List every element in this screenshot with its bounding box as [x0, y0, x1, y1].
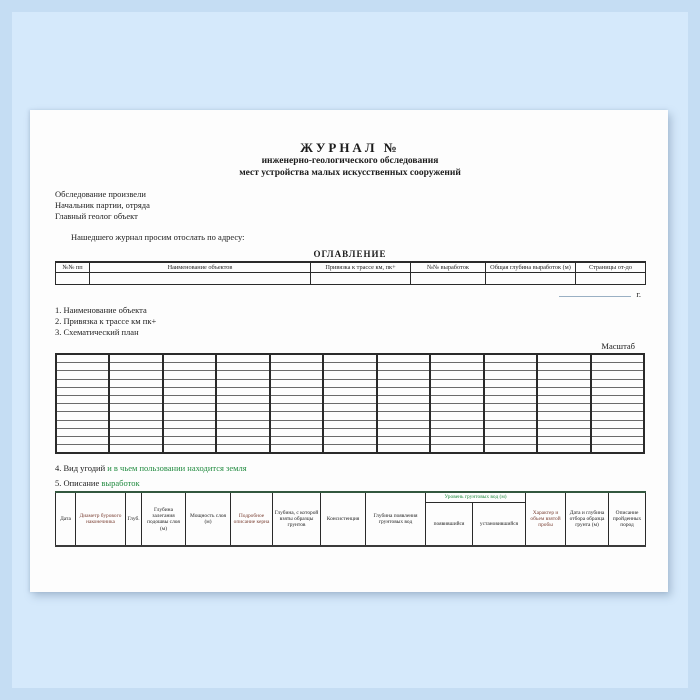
page-title: ЖУРНАЛ № [300, 140, 400, 155]
desc-col-sampling-date-depth: Дата и глубина отбора образца грунта (м) [566, 492, 609, 546]
plan-grid-row [56, 428, 644, 436]
plan-grid-cell [377, 412, 430, 420]
plan-grid-cell [430, 404, 483, 412]
desc-group-header-row [56, 492, 646, 502]
plan-grid-row [56, 354, 644, 363]
plan-grid-cell [484, 371, 537, 379]
plan-grid-cell [591, 371, 644, 379]
plan-grid-cell [430, 354, 483, 363]
plan-grid-cell [109, 404, 162, 412]
desc-col-water-level-appeared: появившийся [426, 502, 473, 546]
numbered-items [55, 305, 645, 338]
plan-grid-cell [109, 445, 162, 454]
plan-grid-row [56, 404, 644, 412]
plan-grid-cell [591, 354, 644, 363]
desc-col-consistency: Консистенция [321, 492, 366, 546]
plan-grid-cell [270, 371, 323, 379]
item-workings-prefix: 5. Описание [55, 478, 100, 489]
plan-grid-cell [377, 387, 430, 395]
plan-grid-cell [270, 445, 323, 454]
plan-grid-cell [56, 412, 109, 420]
plan-grid-cell [484, 404, 537, 412]
plan-grid-cell [591, 387, 644, 395]
toc-heading: ОГЛАВЛЕНИЕ [313, 249, 387, 260]
plan-grid-row [56, 395, 644, 403]
field-chief-geologist: Главный геолог объект [55, 211, 138, 222]
plan-grid-cell [430, 412, 483, 420]
plan-grid-cell [56, 363, 109, 371]
desc-col-water-level-settled: установившийся [473, 502, 526, 546]
plan-grid-cell [591, 404, 644, 412]
plan-grid-cell [109, 420, 162, 428]
plan-grid-cell [216, 371, 269, 379]
plan-grid-cell [377, 445, 430, 454]
plan-grid-cell [56, 428, 109, 436]
scale-label: Масштаб [601, 341, 635, 351]
desc-group-water-level: Уровень грунтовых вод (м) [426, 492, 526, 502]
plan-grid-cell [377, 354, 430, 363]
plan-grid-cell [56, 395, 109, 403]
plan-grid-cell [56, 379, 109, 387]
plan-grid-cell [323, 395, 376, 403]
plan-grid-cell [377, 404, 430, 412]
toc-empty-cell [90, 273, 311, 285]
plan-grid-cell [430, 436, 483, 444]
plan-grid-cell [56, 420, 109, 428]
plan-grid-cell [270, 436, 323, 444]
toc-col-pages: Страницы от-до [576, 262, 646, 273]
item-workings-description [55, 478, 645, 488]
plan-grid-row [56, 387, 644, 395]
plan-grid-cell [163, 412, 216, 420]
plan-grid-cell [591, 420, 644, 428]
plan-grid-cell [537, 412, 590, 420]
plan-grid-cell [109, 412, 162, 420]
plan-grid-cell [591, 412, 644, 420]
schematic-plan-grid [55, 353, 645, 454]
plan-grid-cell [537, 395, 590, 403]
plan-grid-cell [484, 363, 537, 371]
desc-col-rock-description: Описание пройденных пород [609, 492, 646, 546]
plan-grid-cell [270, 412, 323, 420]
workings-description-table [55, 491, 646, 547]
plan-grid-row [56, 379, 644, 387]
plan-grid-cell [430, 428, 483, 436]
plan-grid-cell [377, 363, 430, 371]
toc-header-row [56, 262, 646, 273]
plan-grid-cell [377, 420, 430, 428]
toc-table [55, 261, 646, 285]
plan-grid-cell [323, 387, 376, 395]
plan-grid-cell [109, 428, 162, 436]
plan-grid-cell [430, 371, 483, 379]
plan-grid-row [56, 436, 644, 444]
plan-grid-cell [56, 445, 109, 454]
toc-col-object-name: Наименование объектов [90, 262, 311, 273]
toc-col-total-depth: Общая глубина выработок (м) [486, 262, 576, 273]
plan-grid-cell [270, 404, 323, 412]
plan-grid-cell [537, 436, 590, 444]
year-line [55, 289, 645, 299]
item-schematic-plan: 3. Схематический план [55, 327, 139, 338]
plan-grid-cell [323, 404, 376, 412]
plan-grid-cell [109, 387, 162, 395]
plan-grid-cell [216, 436, 269, 444]
plan-grid-cell [484, 428, 537, 436]
toc-empty-cell [576, 273, 646, 285]
toc-col-route-ref: Привязка к трассе км, пк+ [311, 262, 411, 273]
plan-grid-row [56, 363, 644, 371]
desc-col-water-appearance-depth: Глубина появления грунтовых вод [366, 492, 426, 546]
desc-col-core-description: Подробное описание керна [231, 492, 273, 546]
plan-grid-cell [377, 395, 430, 403]
field-surveyed-by: Обследование произвели [55, 189, 146, 199]
plan-grid-cell [163, 428, 216, 436]
item-workings-suffix: выработок [99, 478, 140, 489]
year-blank-underline [559, 296, 631, 297]
toc-col-workings-num: №№ выработок [411, 262, 486, 273]
journal-page [30, 110, 668, 592]
plan-grid-cell [109, 363, 162, 371]
plan-grid-cell [109, 371, 162, 379]
item-land-use-suffix: и в чьем пользовании находится земля [105, 463, 247, 474]
plan-grid-cell [163, 363, 216, 371]
item-land-use [55, 463, 645, 473]
plan-grid-cell [430, 379, 483, 387]
plan-grid-row [56, 412, 644, 420]
plan-grid-cell [430, 395, 483, 403]
page-subtitle-2: мест устройства малых искусственных сооружений [239, 168, 461, 179]
item-land-use-prefix: 4. Вид угодий [55, 463, 106, 474]
item-route-ref: 2. Привязка к трассе км пк+ [55, 316, 157, 327]
toc-empty-cell [486, 273, 576, 285]
year-suffix: г. [636, 289, 641, 300]
item-object-name: 1. Наименование объекта [55, 305, 147, 316]
plan-grid-cell [323, 354, 376, 363]
plan-grid-cell [270, 420, 323, 428]
plan-grid-cell [430, 363, 483, 371]
toc-col-num: №№ пп [56, 262, 90, 273]
plan-grid-cell [163, 371, 216, 379]
plan-grid-cell [216, 363, 269, 371]
plan-grid-cell [109, 436, 162, 444]
plan-grid-cell [323, 363, 376, 371]
plan-grid-cell [163, 379, 216, 387]
desc-col-date: Дата [56, 492, 76, 546]
plan-grid-cell [216, 445, 269, 454]
plan-grid-cell [163, 445, 216, 454]
plan-grid-cell [430, 445, 483, 454]
toc-empty-row [56, 273, 646, 285]
plan-grid-cell [216, 420, 269, 428]
plan-grid-row [56, 445, 644, 454]
plan-grid-cell [484, 395, 537, 403]
plan-grid-cell [270, 379, 323, 387]
plan-grid-cell [109, 354, 162, 363]
plan-grid-cell [377, 371, 430, 379]
plan-grid-cell [216, 354, 269, 363]
plan-grid-cell [56, 436, 109, 444]
plan-grid-cell [323, 379, 376, 387]
plan-grid-cell [56, 354, 109, 363]
plan-grid-cell [537, 428, 590, 436]
plan-grid-cell [537, 420, 590, 428]
desc-col-sample-depth: Глубина, с которой взяты образцы грунтов [273, 492, 321, 546]
plan-grid-cell [163, 420, 216, 428]
desc-col-depth: Глуб. [126, 492, 142, 546]
plan-grid-cell [323, 428, 376, 436]
plan-grid-cell [591, 379, 644, 387]
plan-grid-cell [216, 404, 269, 412]
toc-empty-cell [56, 273, 90, 285]
toc-empty-cell [311, 273, 411, 285]
plan-grid-cell [270, 387, 323, 395]
plan-grid-cell [216, 412, 269, 420]
plan-grid-cell [377, 379, 430, 387]
plan-grid-cell [377, 436, 430, 444]
plan-grid-cell [591, 445, 644, 454]
plan-grid-cell [430, 420, 483, 428]
plan-grid-cell [163, 354, 216, 363]
plan-grid-row [56, 420, 644, 428]
plan-grid-cell [484, 420, 537, 428]
desc-col-layer-thickness: Мощность слоя (м) [186, 492, 231, 546]
plan-grid-cell [591, 436, 644, 444]
plan-grid-cell [56, 387, 109, 395]
return-note: Нашедшего журнал просим отослать по адресу: [71, 232, 245, 243]
desc-col-sample-character: Характер и объем взятой пробы [526, 492, 566, 546]
title-block [55, 140, 645, 180]
desc-col-drill-diameter: Диаметр бурового наконечника [76, 492, 126, 546]
plan-grid-cell [323, 412, 376, 420]
plan-grid-cell [484, 387, 537, 395]
plan-grid-cell [537, 363, 590, 371]
plan-grid-cell [537, 445, 590, 454]
header-fields [55, 189, 645, 222]
plan-grid-cell [484, 445, 537, 454]
toc-empty-cell [411, 273, 486, 285]
plan-grid-cell [163, 404, 216, 412]
plan-grid-cell [216, 379, 269, 387]
plan-grid-cell [270, 363, 323, 371]
plan-grid-cell [270, 428, 323, 436]
plan-grid-cell [163, 387, 216, 395]
plan-grid-cell [323, 371, 376, 379]
plan-grid-cell [163, 395, 216, 403]
page-subtitle-1: инженерно-геологического обследования [261, 156, 439, 167]
plan-grid-cell [484, 412, 537, 420]
plan-grid-cell [216, 387, 269, 395]
plan-grid-cell [270, 354, 323, 363]
plan-grid-cell [484, 379, 537, 387]
plan-grid-row [56, 371, 644, 379]
plan-grid-cell [537, 387, 590, 395]
plan-grid-cell [56, 404, 109, 412]
plan-grid-cell [270, 395, 323, 403]
desc-col-layer-bottom-depth: Глубина залегания подошвы слоя (м) [142, 492, 186, 546]
field-party-chief: Начальник партии, отряда [55, 200, 150, 211]
plan-grid-cell [377, 428, 430, 436]
plan-grid-cell [216, 428, 269, 436]
plan-grid-cell [109, 379, 162, 387]
plan-grid-cell [323, 420, 376, 428]
plan-grid-cell [163, 436, 216, 444]
plan-grid-cell [591, 395, 644, 403]
plan-grid-cell [323, 445, 376, 454]
plan-grid-cell [323, 436, 376, 444]
plan-grid-cell [484, 354, 537, 363]
plan-grid-cell [56, 371, 109, 379]
plan-grid-cell [537, 404, 590, 412]
plan-grid-cell [109, 395, 162, 403]
plan-grid-cell [484, 436, 537, 444]
plan-grid-cell [430, 387, 483, 395]
plan-grid-cell [216, 395, 269, 403]
plan-grid-cell [591, 428, 644, 436]
plan-grid-cell [537, 354, 590, 363]
plan-grid-cell [537, 379, 590, 387]
plan-grid-cell [537, 371, 590, 379]
plan-grid-cell [591, 363, 644, 371]
